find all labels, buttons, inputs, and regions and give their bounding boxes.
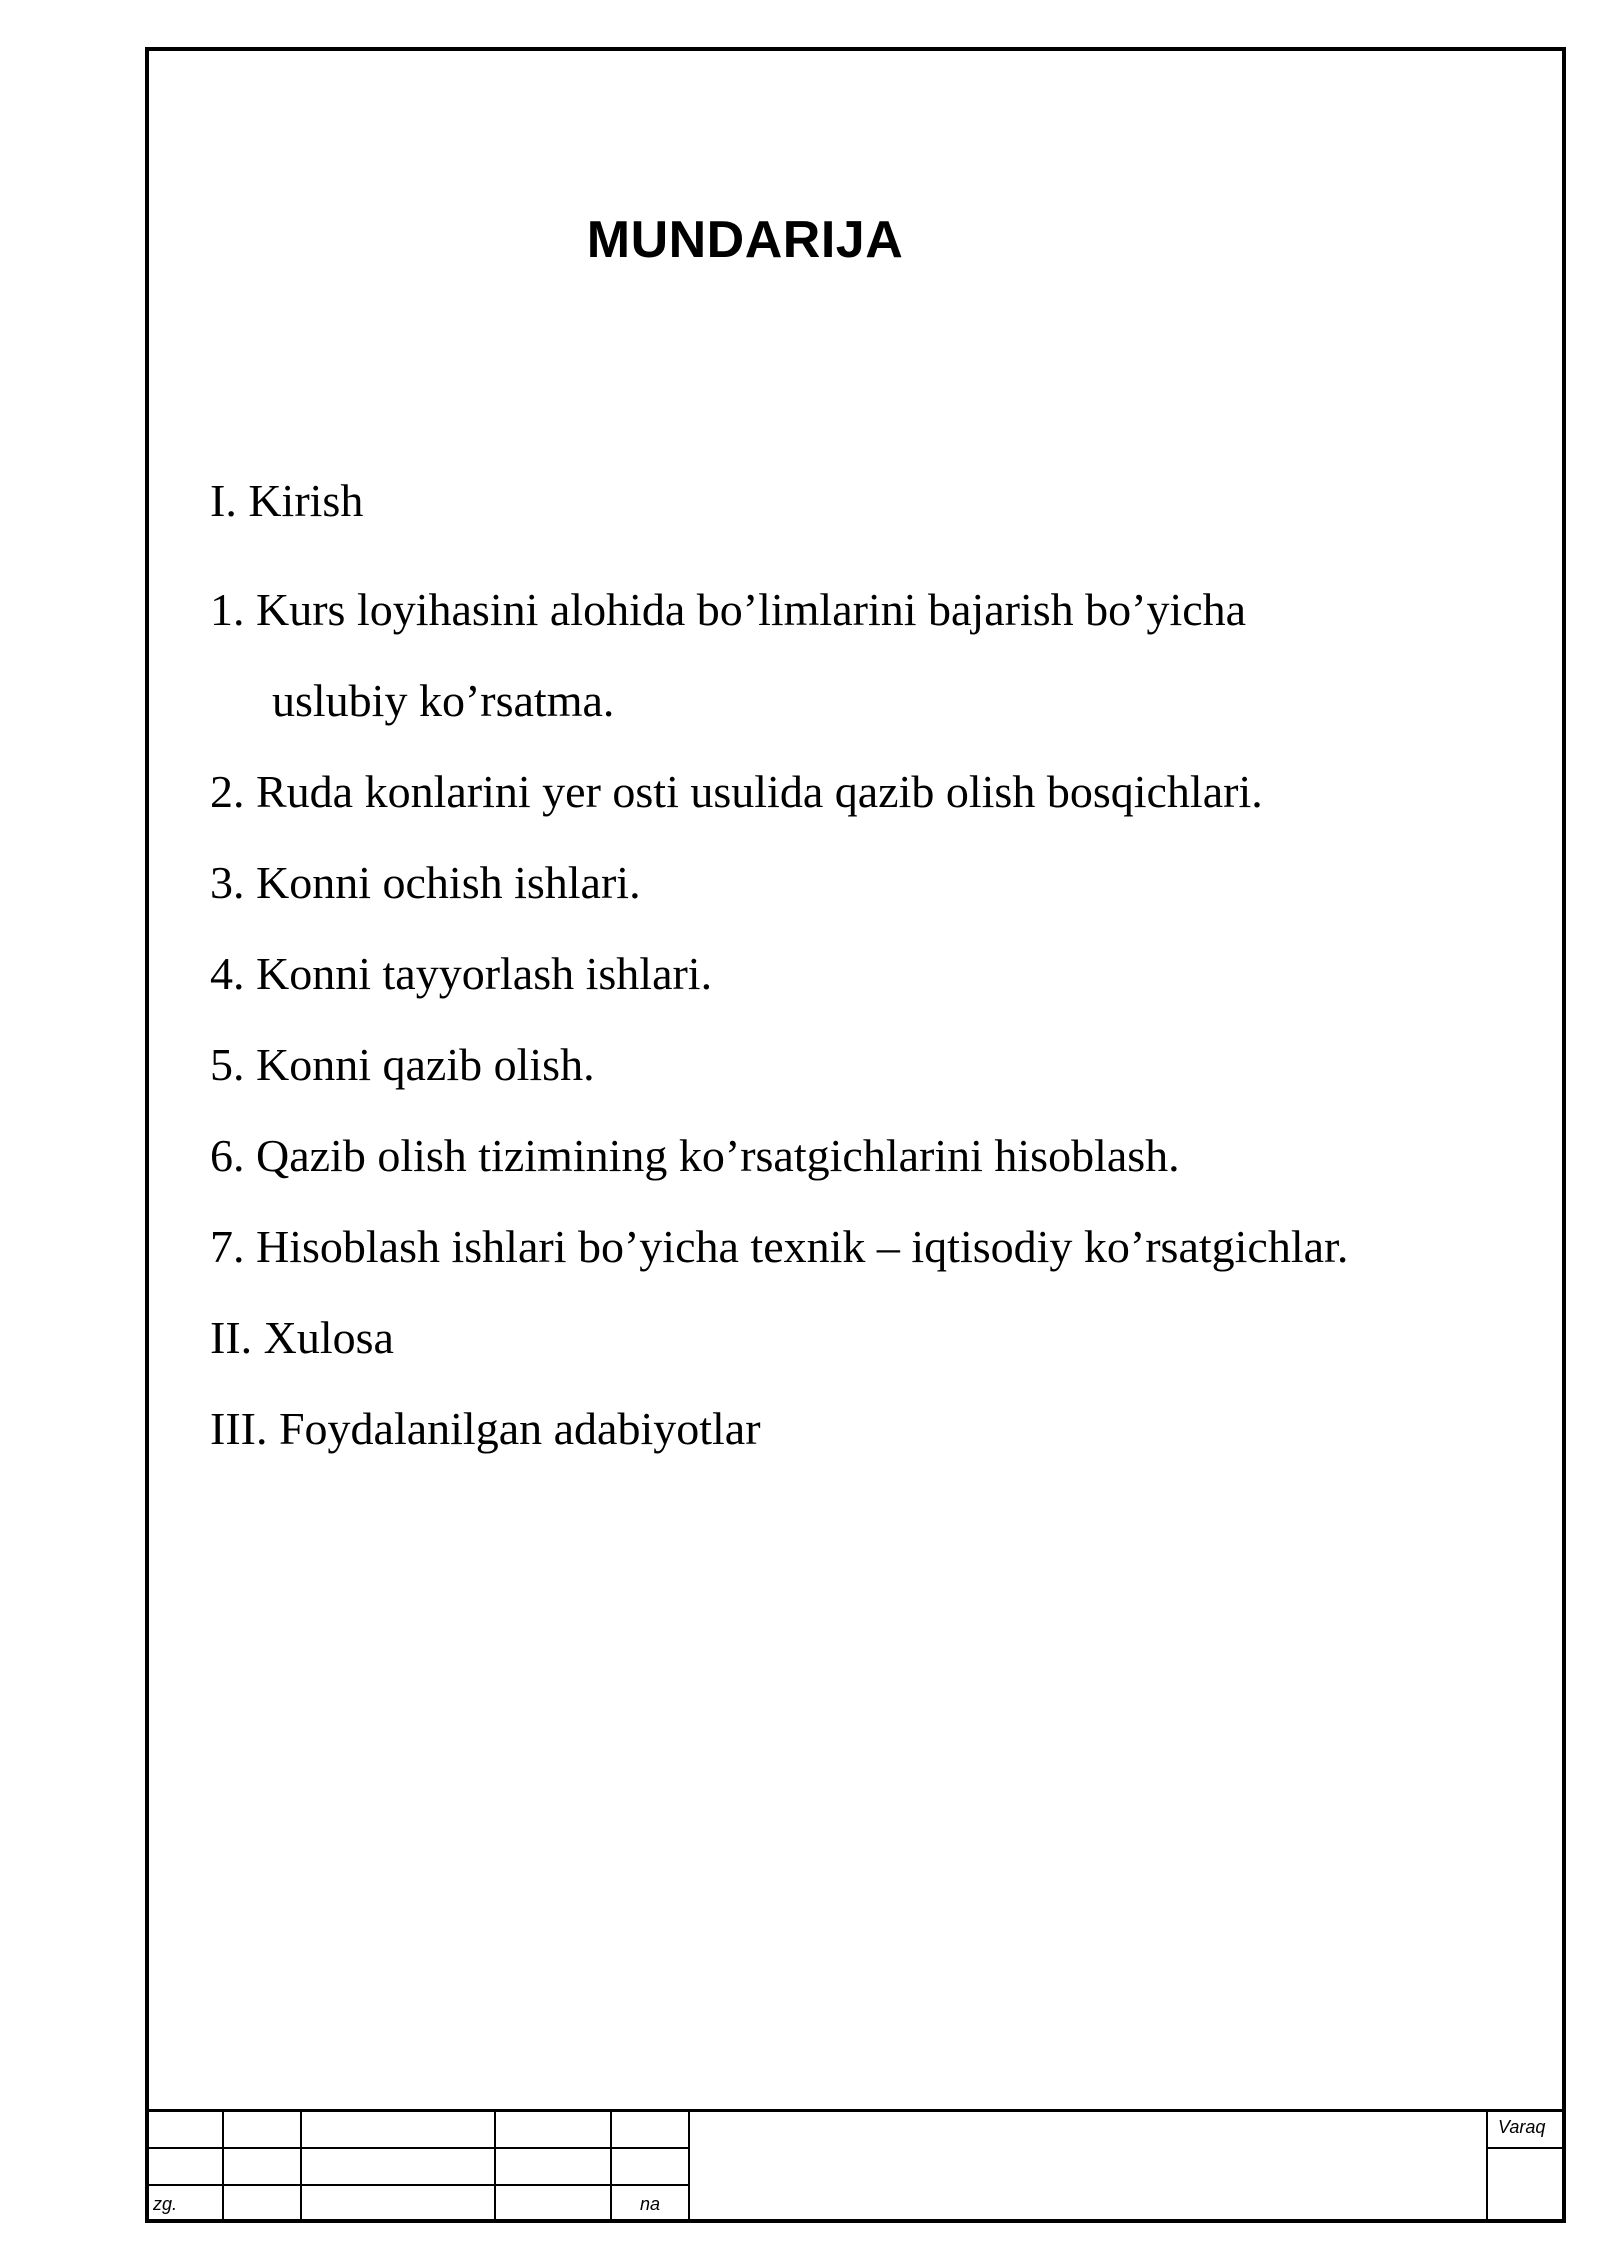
toc-item-conclusion: II. Xulosa: [210, 1312, 394, 1363]
stamp-col-line-1: [222, 2109, 224, 2223]
stamp-col-line-4: [610, 2109, 612, 2223]
toc-item-1-continued: uslubiy ko’rsatma.: [272, 675, 615, 726]
stamp-change-label: zg.: [153, 2194, 178, 2214]
stamp-col-line-5: [688, 2109, 690, 2223]
stamp-sheet-label: Varaq: [1498, 2117, 1546, 2137]
toc-item-references: III. Foydalanilgan adabiyotlar: [210, 1403, 761, 1454]
toc-item-1: 1. Kurs loyihasini alohida bo’limlarini bajarish bo’yicha: [210, 584, 1247, 635]
toc-item-introduction: I. Kirish: [210, 475, 364, 526]
page-title: MUNDARIJA: [586, 211, 904, 269]
stamp-row-line-1: [145, 2147, 690, 2149]
toc-item-2: 2. Ruda konlarini yer osti usulida qazib olish bosqichlari.: [210, 766, 1263, 817]
stamp-col-line-3: [494, 2109, 496, 2223]
toc-item-5: 5. Konni qazib olish.: [210, 1039, 595, 1090]
toc-item-6: 6. Qazib olish tizimining ko’rsatgichlarini hisoblash.: [210, 1130, 1180, 1181]
stamp-col-line-2: [300, 2109, 302, 2223]
stamp-row-line-2: [145, 2184, 690, 2186]
stamp-col-line-6: [1486, 2109, 1488, 2223]
toc-item-7: 7. Hisoblash ishlari bo’yicha texnik – iqtisodiy ko’rsatgichlar.: [210, 1221, 1349, 1272]
stamp-top-border: [145, 2109, 1566, 2112]
stamp-sheet-line: [1488, 2147, 1566, 2149]
title-block-stamp: [145, 2109, 1566, 2223]
toc-item-3: 3. Konni ochish ishlari.: [210, 857, 641, 908]
table-of-contents: [210, 455, 1540, 1474]
stamp-date-label: na: [640, 2194, 661, 2214]
toc-item-4: 4. Konni tayyorlash ishlari.: [210, 948, 713, 999]
